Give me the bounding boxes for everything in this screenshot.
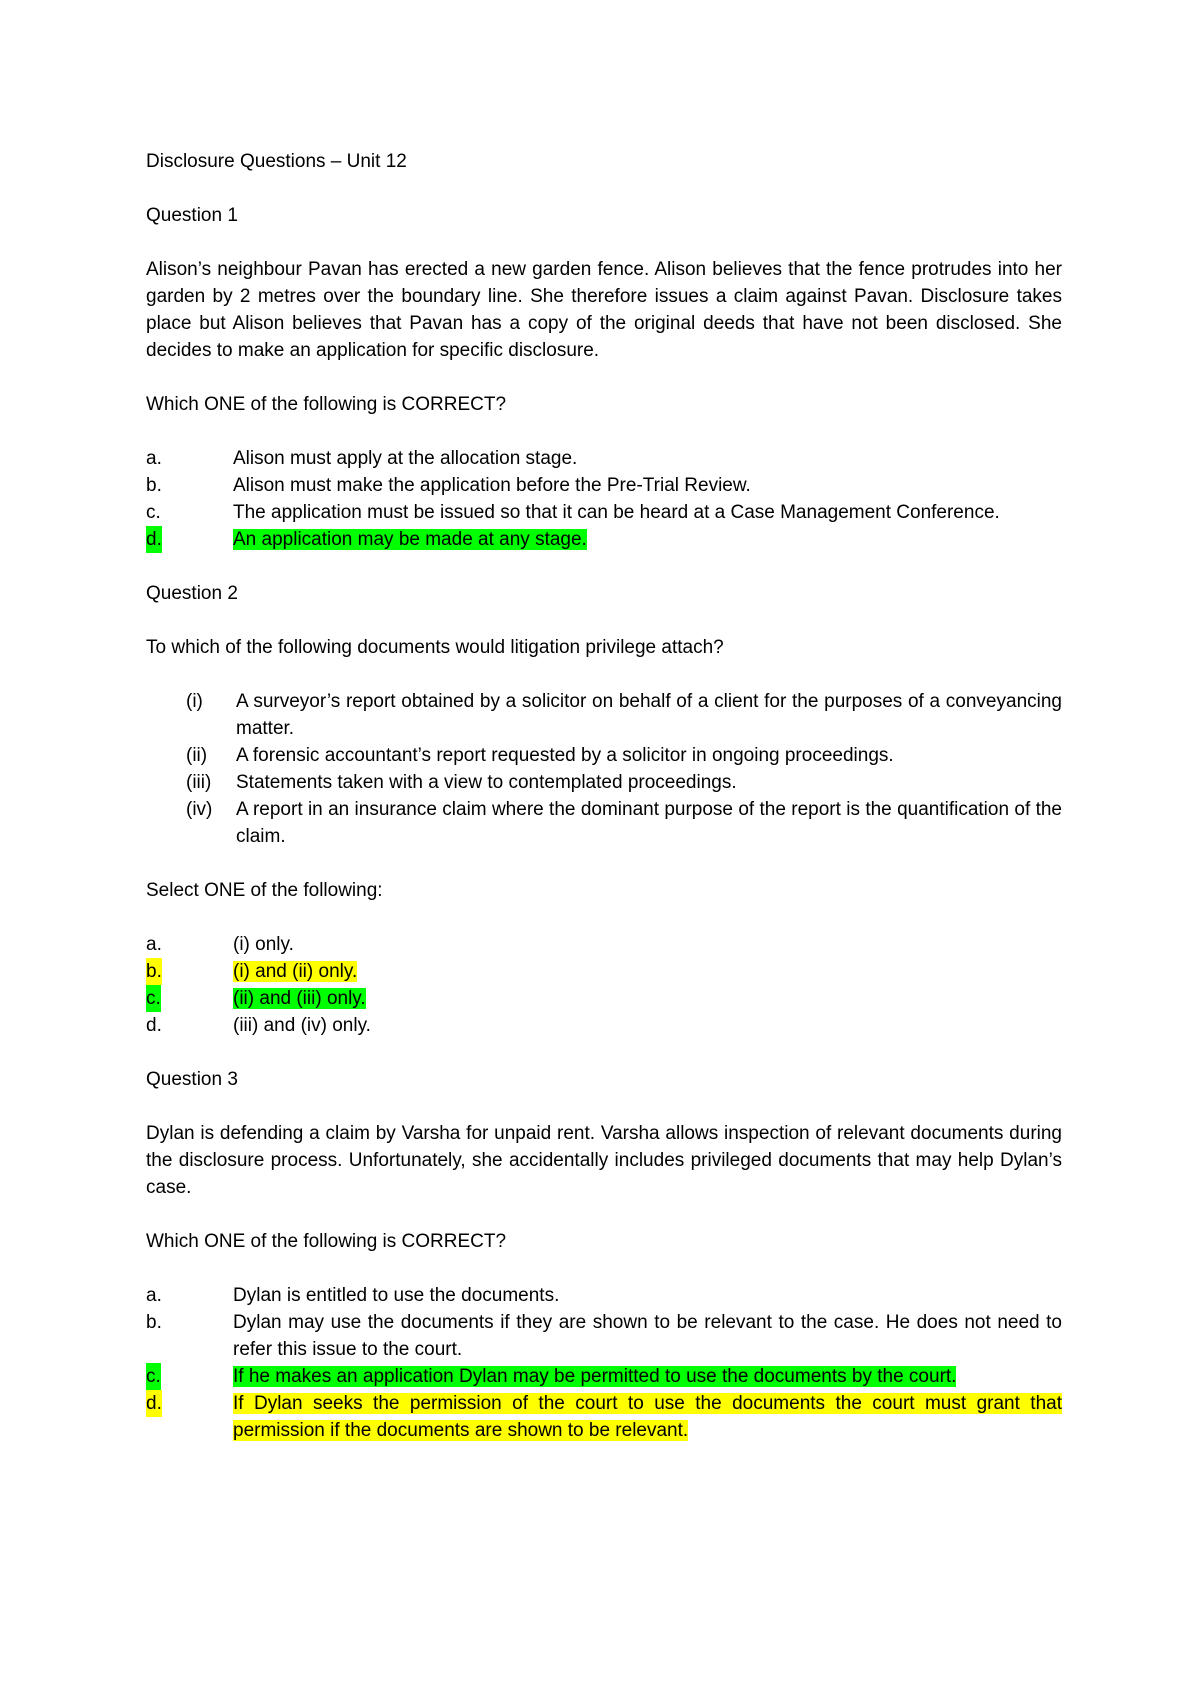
option-letter: d.: [146, 526, 233, 553]
question-3-options: [146, 1282, 1062, 1444]
document-page: [146, 148, 1062, 1471]
item-number: (ii): [186, 745, 208, 766]
item-text: A surveyor’s report obtained by a solicitor on behalf of a client for the purposes of a conveyancing matter.: [236, 691, 1062, 739]
question-3-scenario: Dylan is defending a claim by Varsha for unpaid rent. Varsha allows inspection of relevant documents during the disclosure process. Unfortunately, she accidentally includes privileged documents that may help Dylan’s case.: [146, 1123, 1062, 1198]
option-letter: d.: [146, 1390, 233, 1444]
item-number: (iv): [186, 799, 213, 820]
option-letter: a.: [146, 448, 162, 469]
item-number: (i): [186, 691, 203, 712]
question-2-heading: Question 2: [146, 583, 238, 604]
question-1-heading: Question 1: [146, 205, 238, 226]
item-text: A report in an insurance claim where the dominant purpose of the report is the quantification of the claim.: [236, 799, 1062, 847]
option-text: (iii) and (iv) only.: [233, 1015, 371, 1036]
question-3-heading: Question 3: [146, 1069, 238, 1090]
option-text: Alison must make the application before the Pre-Trial Review.: [233, 475, 751, 496]
option-text: (i) and (ii) only.: [233, 961, 358, 982]
question-1-option-a: [146, 445, 1062, 472]
question-3-option-d: [146, 1390, 1062, 1444]
question-3-option-c: [146, 1363, 1062, 1390]
option-text: An application may be made at any stage.: [233, 529, 587, 550]
option-text: Alison must apply at the allocation stage.: [233, 448, 578, 469]
question-2-item-ii: [186, 742, 1062, 769]
document-title: Disclosure Questions – Unit 12: [146, 151, 407, 172]
question-2-scenario: To which of the following documents would litigation privilege attach?: [146, 637, 724, 658]
question-1-scenario: Alison’s neighbour Pavan has erected a new garden fence. Alison believes that the fence protrudes into her garden by 2 metres over the boundary line. She therefore issues a claim against Pavan. Disclosure takes place but Alison believes that Pavan has a copy of the original deeds that have not been disclosed. She decides to make an application for specific disclosure.: [146, 259, 1062, 361]
question-2-item-i: [186, 688, 1062, 742]
option-text: (i) only.: [233, 934, 294, 955]
option-letter: d.: [146, 1015, 162, 1036]
question-1-option-b: [146, 472, 1062, 499]
option-letter: c.: [146, 985, 233, 1012]
question-2-stem: Select ONE of the following:: [146, 880, 383, 901]
question-1-options: [146, 445, 1062, 553]
option-letter: c.: [146, 1363, 233, 1390]
option-text: If he makes an application Dylan may be permitted to use the documents by the court.: [233, 1366, 957, 1387]
option-letter: b.: [146, 1312, 162, 1333]
question-3-option-b: [146, 1309, 1062, 1363]
option-text: (ii) and (iii) only.: [233, 988, 366, 1009]
option-letter: b.: [146, 475, 162, 496]
question-2-item-iii: [186, 769, 1062, 796]
question-3-option-a: [146, 1282, 1062, 1309]
question-2-option-b: [146, 958, 1062, 985]
option-letter: a.: [146, 934, 162, 955]
question-2-option-a: [146, 931, 1062, 958]
item-text: A forensic accountant’s report requested by a solicitor in ongoing proceedings.: [236, 745, 894, 766]
item-text: Statements taken with a view to contemplated proceedings.: [236, 772, 737, 793]
question-2-option-c: [146, 985, 1062, 1012]
option-letter: c.: [146, 502, 161, 523]
option-letter: b.: [146, 958, 233, 985]
option-letter: a.: [146, 1285, 162, 1306]
option-text: If Dylan seeks the permission of the court to use the documents the court must grant that permission if the documents are shown to be relevant.: [233, 1393, 1062, 1441]
question-1-option-c: [146, 499, 1062, 526]
item-number: (iii): [186, 772, 212, 793]
question-2-item-iv: [186, 796, 1062, 850]
option-text: The application must be issued so that it can be heard at a Case Management Conference.: [233, 502, 1000, 523]
question-1-option-d: [146, 526, 1062, 553]
question-2-option-d: [146, 1012, 1062, 1039]
question-2-items: [186, 688, 1062, 850]
option-text: Dylan may use the documents if they are shown to be relevant to the case. He does not need to refer this issue to the court.: [233, 1312, 1062, 1360]
question-2-options: [146, 931, 1062, 1039]
option-text: Dylan is entitled to use the documents.: [233, 1285, 560, 1306]
question-1-stem: Which ONE of the following is CORRECT?: [146, 394, 507, 415]
question-3-stem: Which ONE of the following is CORRECT?: [146, 1231, 507, 1252]
